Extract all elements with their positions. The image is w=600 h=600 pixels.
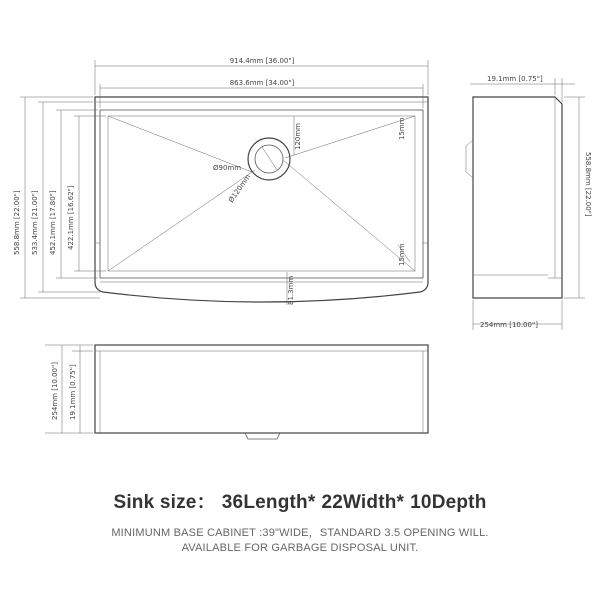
side-outline [473,97,562,298]
sink-size-title [0,487,600,514]
side-bracket [466,140,473,178]
sink-depth: 10Depth [410,492,487,513]
sink-width: 22Width* [321,492,405,513]
sink-length: 36Length* [221,492,316,513]
front-outline [95,345,428,433]
drain-diameter-label: Ø90mm [213,164,242,172]
corner-bottom-label: 15mm [398,243,406,266]
deck-length-label: 533.4mm [21.00"] [31,190,39,255]
side-depth-label: 254mm [10.00"] [480,321,538,329]
front-depth-label: 254mm [10.00"] [51,362,59,420]
side-view [466,75,592,330]
overall-length-label: 558.8mm [22.00"] [13,190,21,255]
sink-size-label: Sink size： [113,492,216,513]
apron-bulge-label: 81.3mm [287,275,295,305]
drain-flange [248,138,290,180]
side-height-label: 558.8mm [22.00"] [584,152,592,217]
cabinet-note-line-2: AVAILABLE FOR GARBAGE DISPOSAL UNIT. [181,542,419,554]
lip-width-label: 19.1mm [0.75"] [487,75,543,83]
bowl-width-label: 863.6mm [34.00"] [229,79,295,87]
front-lip-label: 19.1mm [0.75"] [69,364,77,420]
top-view [13,57,428,305]
overall-width-label: 914.4mm [36.00"] [229,57,295,65]
bowl-length-label: 452.1mm [17.80"] [49,190,57,255]
bowl-floor-length-label: 422.1mm [16.62"] [67,185,75,250]
flange-diameter-label: Ø120mm [227,172,253,205]
drain-offset-label: 120mm [294,123,302,150]
slope-line [285,116,415,158]
corner-top-label: 15mm [398,117,406,140]
slope-line [108,170,255,271]
front-view [45,345,428,439]
slope-line [283,160,415,271]
drain-hole [255,145,283,173]
bowl-outline [100,110,423,278]
front-drain [245,433,280,439]
cabinet-note-line-1: MINIMUNM BASE CABINET :39"WIDE，STANDARD 3.5 OPENING WILL. [111,527,489,539]
drain-crosshair [262,147,277,170]
